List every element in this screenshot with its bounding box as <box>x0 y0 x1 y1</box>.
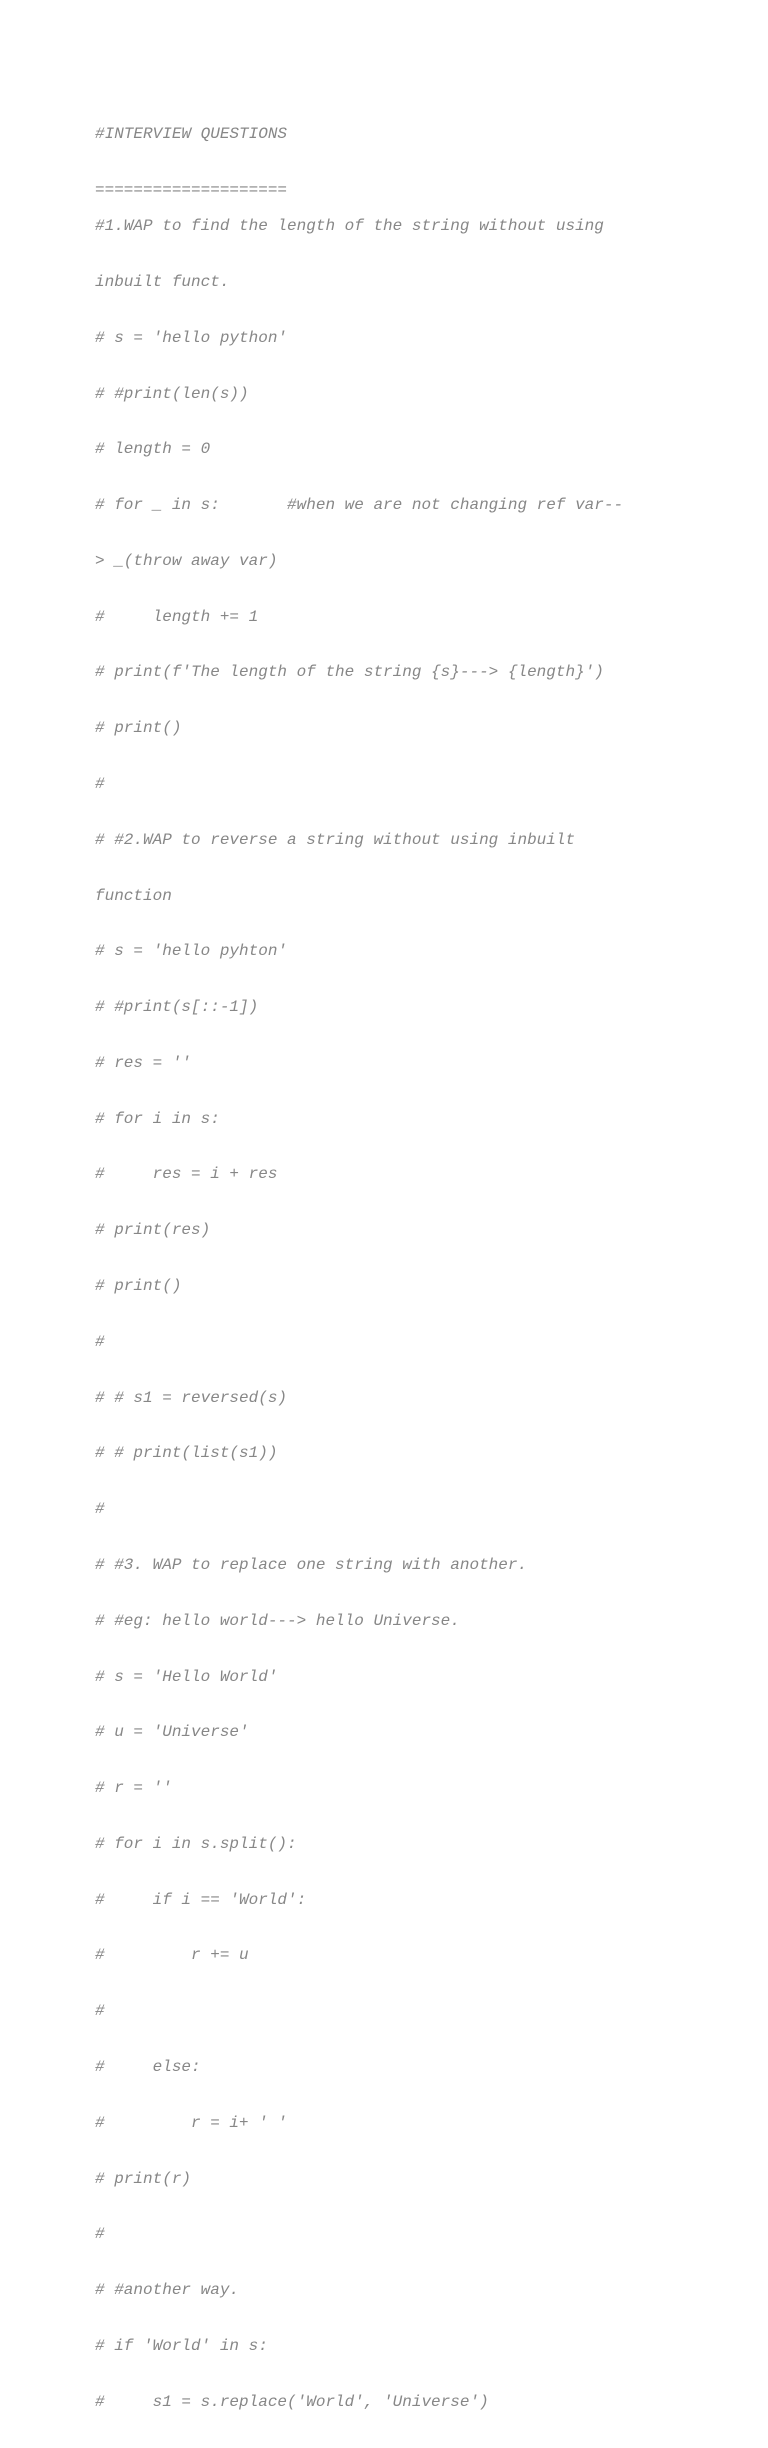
code-line: # <box>95 1500 105 1519</box>
code-line: # if i == 'World': <box>95 1890 307 1909</box>
code-line: # #eg: hello world---> hello Universe. <box>95 1611 460 1630</box>
code-line: # <box>95 775 105 793</box>
code-line: # r += u <box>95 1946 249 1965</box>
code-line: # print(f'The length of the string {s}---> {length}') <box>95 663 604 682</box>
code-line: #1.WAP to find the length of the string without using <box>95 217 604 236</box>
title-underline: ==================== <box>95 180 288 199</box>
code-line: # s = 'Hello World' <box>95 1667 278 1686</box>
code-line: # print(res) <box>95 1221 211 1240</box>
code-line: # #2.WAP to reverse a string without using inbuilt <box>95 830 576 849</box>
code-line: # for i in s: <box>95 1109 220 1128</box>
code-line: # <box>95 2002 105 2021</box>
code-line: # # print(list(s1)) <box>95 1444 278 1463</box>
code-line: # s = 'hello pyhton' <box>95 942 288 961</box>
code-block <box>95 180 623 2448</box>
code-line: # <box>95 2225 105 2244</box>
document-title: #INTERVIEW QUESTIONS <box>95 125 288 143</box>
code-line: # res = '' <box>95 1053 192 1072</box>
code-line: # for i in s.split(): <box>95 1834 297 1853</box>
code-line: # s1 = s.replace('World', 'Universe') <box>95 2392 489 2411</box>
code-line: # print(r) <box>95 2169 192 2188</box>
code-line: # r = '' <box>95 1779 172 1798</box>
code-line: # for _ in s: #when we are not changing ref var-- <box>95 496 624 515</box>
code-line: # #3. WAP to replace one string with another. <box>95 1555 528 1574</box>
code-line: # r = i+ ' ' <box>95 2113 288 2132</box>
code-line: # if 'World' in s: <box>95 2336 268 2355</box>
code-line: # else: <box>95 2057 201 2076</box>
code-line: # print() <box>95 719 182 738</box>
code-line: > _(throw away var) <box>95 551 278 570</box>
code-line: # #another way. <box>95 2281 240 2300</box>
code-line: # length = 0 <box>95 440 211 459</box>
code-line: function <box>95 886 172 905</box>
code-line: # #print(s[::-1]) <box>95 998 259 1017</box>
code-line: # res = i + res <box>95 1165 278 1184</box>
code-line: # length += 1 <box>95 607 259 626</box>
code-line: # #print(len(s)) <box>95 384 249 403</box>
code-line: # # s1 = reversed(s) <box>95 1388 288 1407</box>
code-line: # s = 'hello python' <box>95 328 288 347</box>
code-line: # print() <box>95 1277 182 1296</box>
code-line: # u = 'Universe' <box>95 1723 249 1742</box>
code-line: inbuilt funct. <box>95 272 230 291</box>
code-line: # <box>95 1332 105 1351</box>
